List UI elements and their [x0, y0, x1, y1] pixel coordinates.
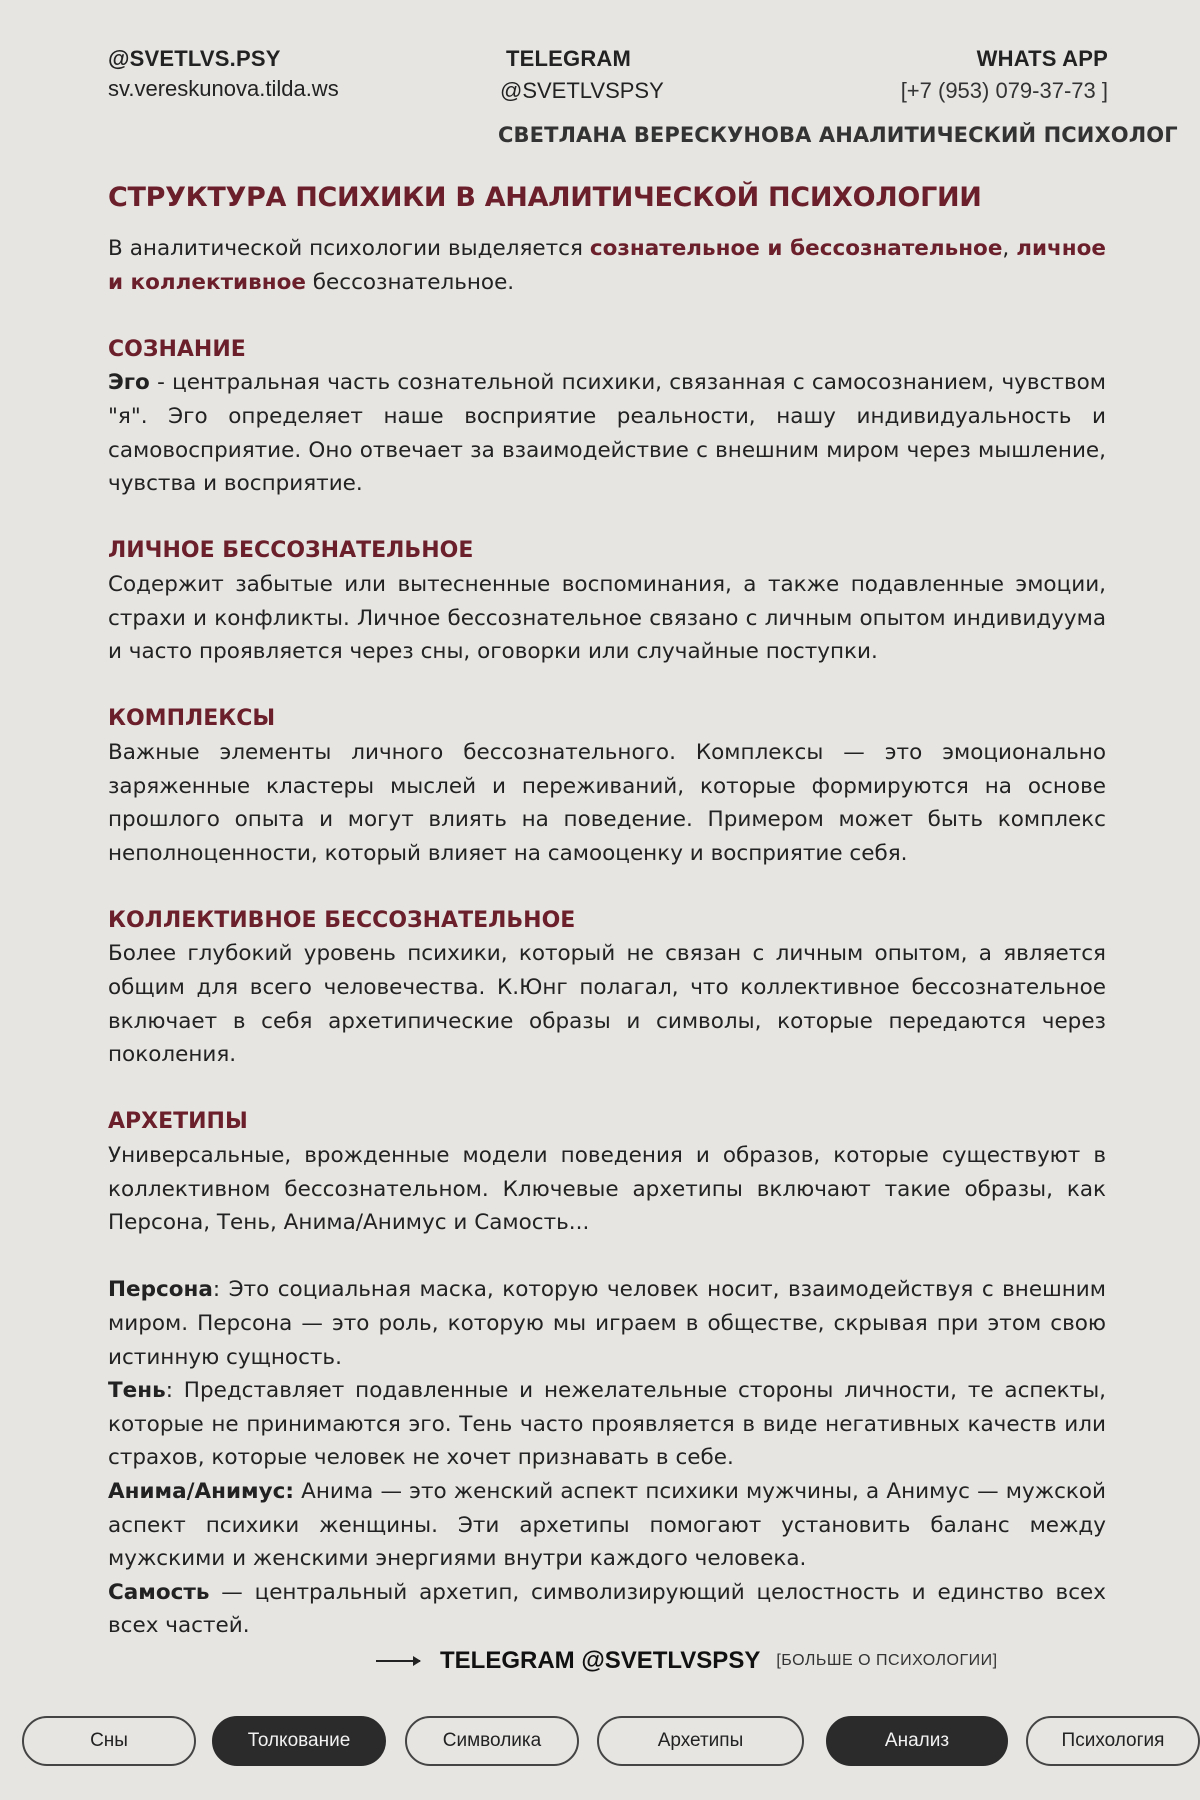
website-link[interactable]: sv.vereskunova.tilda.ws	[108, 76, 339, 101]
persona-text: : Это социальная маска, которую человек носит, взаимодействуя с внешним миром. Персона — это роль, которую мы играем в обществе, скрывая при этом свою истинную сущность.	[108, 1277, 1106, 1370]
tag-interpretation[interactable]: Толкование	[212, 1716, 386, 1766]
header-middle	[500, 46, 664, 104]
intro-accent-collective: личное и коллективное	[108, 236, 1106, 295]
tag-archetypes[interactable]: Архетипы	[597, 1716, 804, 1766]
section-text-consciousness	[108, 366, 1106, 500]
intro-text: ,	[1002, 236, 1017, 261]
archetype-self	[108, 1576, 1106, 1643]
section-title-complexes: КОМПЛЕКСЫ	[108, 706, 276, 732]
section-text-personal-unconscious: Содержит забытые или вытесненные воспоминания, а также подавленные эмоции, страхи и конфликты. Личное бессознательное связано с личным опытом индивидуума и часто проявляется через сны, оговорки или случайные поступки.	[108, 571, 1106, 665]
consciousness-text: - центральная часть сознательной психики, связанная с самосознанием, чувством "я". Эго определяет наше восприятие реальности, нашу индивидуальность и самовосприятие. Оно отвечает за взаимодействие с внешним миром через мышление, чувства и восприятие.	[108, 370, 1106, 497]
archetype-persona	[108, 1273, 1106, 1374]
tag-analysis[interactable]: Анализ	[826, 1716, 1008, 1766]
tag-symbolism[interactable]: Символика	[405, 1716, 579, 1766]
intro-text: В аналитической психологии выделяется	[108, 236, 590, 261]
term-shadow: Тень	[108, 1378, 166, 1404]
page-title: СТРУКТУРА ПСИХИКИ В АНАЛИТИЧЕСКОЙ ПСИХОЛОГИИ	[108, 182, 982, 213]
header-right	[901, 46, 1108, 104]
section-title-archetypes: АРХЕТИПЫ	[108, 1109, 248, 1135]
anima-text: Анима — это женский аспект психики мужчины, а Анимус — мужской аспект психики женщины. Эти архетипы помогают установить баланс между мужскими и женскими энергиями внутри каждого человека.	[108, 1478, 1106, 1572]
tag-dreams[interactable]: Сны	[22, 1716, 196, 1766]
term-ego: Эго	[108, 370, 150, 396]
document-body	[108, 232, 1106, 1643]
intro-text: бессознательное.	[305, 269, 515, 295]
phone-number[interactable]: [+7 (953) 079-37-73 ]	[900, 78, 1108, 103]
telegram-handle[interactable]: @SVETLVSPSY	[500, 78, 664, 103]
cta-note: [БОЛЬШЕ О ПСИХОЛОГИИ]	[776, 1652, 998, 1669]
term-persona: Персона	[108, 1277, 213, 1303]
term-self: Самость	[108, 1579, 210, 1605]
section-title-consciousness: СОЗНАНИЕ	[108, 336, 246, 362]
author-line: СВЕТЛАНА ВЕРЕСКУНОВА АНАЛИТИЧЕСКИЙ ПСИХОЛОГ	[498, 123, 1178, 147]
header-left	[108, 46, 339, 102]
section-title-collective-unconscious: КОЛЛЕКТИВНОЕ БЕССОЗНАТЕЛЬНОЕ	[108, 907, 576, 933]
archetype-anima	[108, 1475, 1106, 1576]
intro-paragraph	[108, 232, 1106, 299]
whatsapp-label: WHATS APP	[976, 46, 1108, 71]
term-anima: Анима/Анимус:	[108, 1478, 294, 1504]
section-text-archetypes: Универсальные, врожденные модели поведения и образов, которые существуют в коллективном бессознательном. Ключевые архетипы включают такие образы, как Персона, Тень, Анима/Анимус и Самость...	[108, 1143, 1106, 1236]
section-text-collective-unconscious: Более глубокий уровень психики, который не связан с личным опытом, а является общим для всего человечества. К.Юнг полагал, что коллективное бессознательное включает в себя архетипические образы и символы, которые передаются через поколения.	[108, 941, 1106, 1068]
section-title-personal-unconscious: ЛИЧНОЕ БЕССОЗНАТЕЛЬНОЕ	[108, 538, 474, 564]
self-text: — центральный архетип, символизирующий целостность и единство всех всех частей.	[108, 1579, 1106, 1639]
intro-accent-conscious: сознательное и бессознательное	[589, 236, 1003, 261]
telegram-cta[interactable]	[376, 1646, 998, 1676]
tag-bar	[0, 1716, 1200, 1768]
tag-psychology[interactable]: Психология	[1026, 1716, 1200, 1766]
instagram-handle[interactable]: @SVETLVS.PSY	[108, 46, 281, 71]
arrow-right-icon	[376, 1660, 420, 1662]
section-text-complexes: Важные элементы личного бессознательного. Комплексы — это эмоционально заряженные кластеры мыслей и переживаний, которые формируются на основе прошлого опыта и могут влиять на поведение. Примером может быть комплекс неполноценности, который влияет на самооценку и восприятие себя.	[108, 739, 1106, 866]
shadow-text: : Представляет подавленные и нежелательные стороны личности, те аспекты, которые не принимаются эго. Тень часто проявляется в виде негативных качеств или страхов, которые человек не хочет признавать в себе.	[108, 1378, 1106, 1471]
archetype-shadow	[108, 1374, 1106, 1475]
telegram-label: TELEGRAM	[506, 46, 632, 71]
cta-telegram-handle[interactable]: TELEGRAM @SVETLVSPSY	[440, 1647, 761, 1674]
